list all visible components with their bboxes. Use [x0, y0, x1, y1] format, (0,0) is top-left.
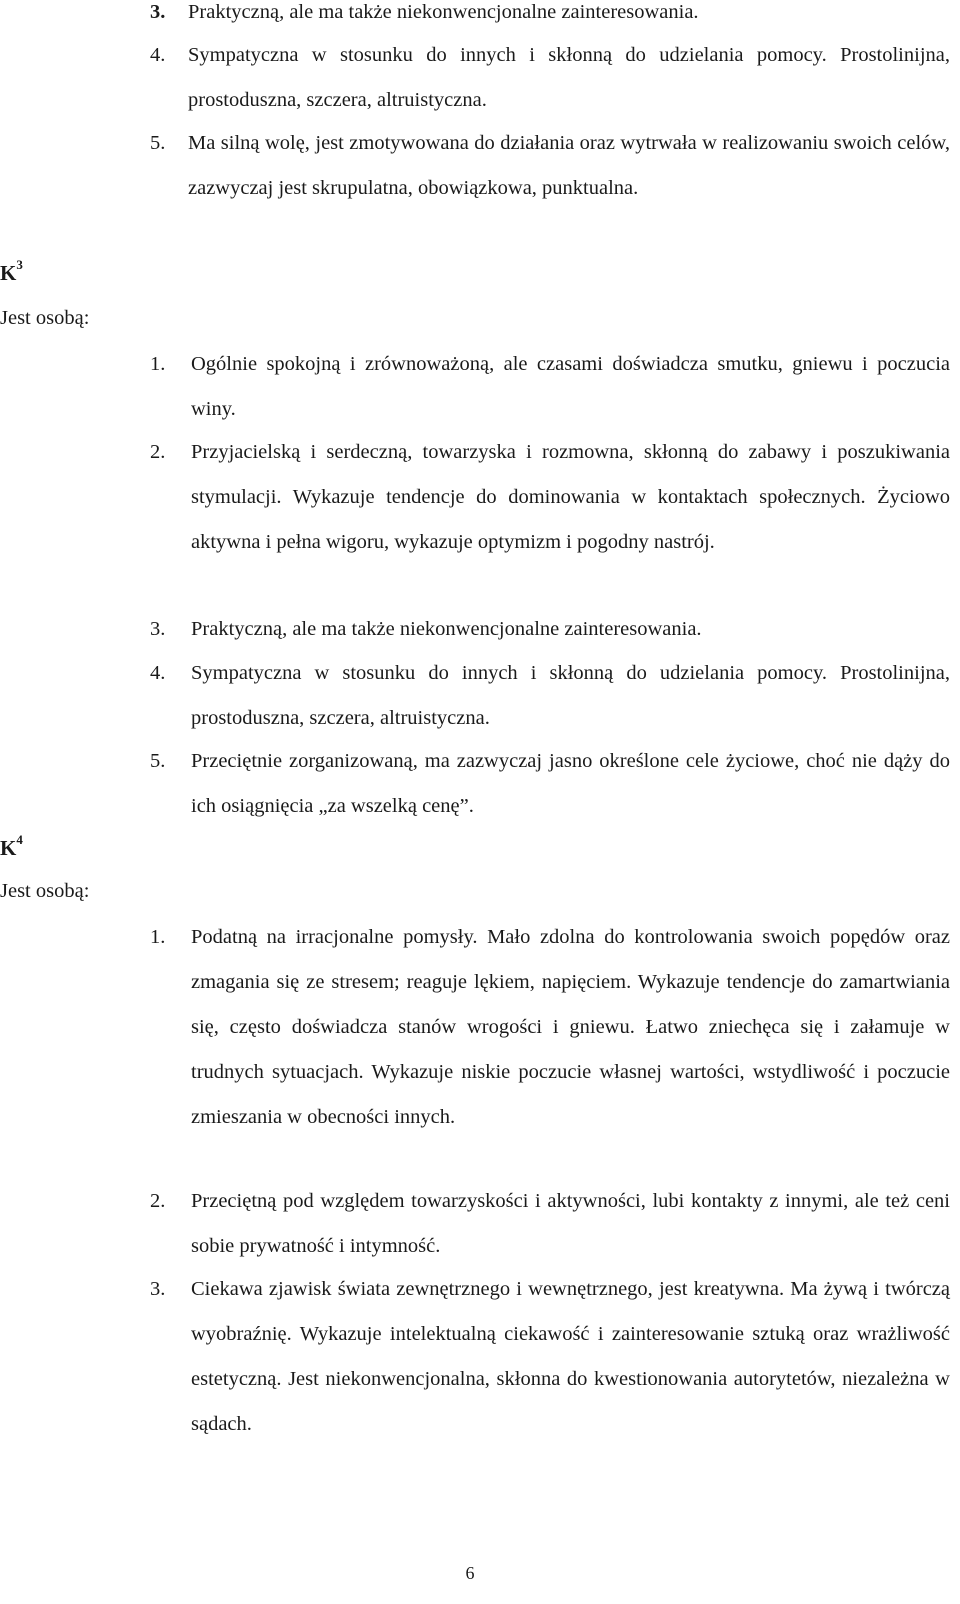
list-item-number: 5.: [150, 750, 166, 772]
list-item: [150, 121, 950, 211]
list-item-text: Praktyczną, ale ma także niekonwencjonalne zainteresowania.: [191, 618, 702, 640]
list-item-number: 3.: [150, 1278, 166, 1300]
section-intro: Jest osobą:: [0, 880, 90, 902]
section-heading-k4: [0, 832, 23, 861]
list-item-text: Sympatyczna w stosunku do innych i skłonną do udzielania pomocy. Prostolinijna, prostoduszna, szczera, altruistyczna.: [191, 662, 950, 729]
list-item: [150, 33, 950, 123]
list-item-number: 4.: [150, 44, 166, 66]
list-item-text: Ma silną wolę, jest zmotywowana do działania oraz wytrwała w realizowaniu swoich celów, zazwyczaj jest skrupulatna, obowiązkowa, punktualna.: [188, 132, 950, 199]
list-item: [150, 1179, 950, 1269]
list-item: [150, 607, 950, 652]
list-item-number: 1.: [150, 353, 166, 375]
list-item: [150, 430, 950, 565]
section-heading-letter: K: [0, 261, 17, 285]
list-item: [150, 1267, 950, 1447]
list-item: [150, 342, 950, 432]
list-item-text: Ogólnie spokojną i zrównoważoną, ale czasami doświadcza smutku, gniewu i poczucia winy.: [191, 353, 950, 420]
section-intro: Jest osobą:: [0, 307, 90, 329]
section-heading-sup: 3: [16, 257, 23, 272]
list-item-number: 1.: [150, 926, 166, 948]
list-item-number: 2.: [150, 1190, 166, 1212]
list-item-text: Przeciętnie zorganizowaną, ma zazwyczaj jasno określone cele życiowe, choć nie dąży do ich osiągnięcia „za wszelką cenę”.: [191, 750, 950, 817]
section-heading-letter: K: [0, 836, 17, 860]
list-item: [150, 0, 950, 35]
section-heading-k3: [0, 257, 23, 286]
page-number: 6: [465, 1563, 475, 1583]
list-item: [150, 915, 950, 1140]
list-item-text: Praktyczną, ale ma także niekonwencjonalne zainteresowania.: [188, 1, 699, 23]
list-item-number: 2.: [150, 441, 166, 463]
list-item-text: Przeciętną pod względem towarzyskości i aktywności, lubi kontakty z innymi, ale też ceni sobie prywatność i intymność.: [191, 1190, 950, 1257]
list-item-text: Podatną na irracjonalne pomysły. Mało zdolna do kontrolowania swoich popędów oraz zmagania się ze stresem; reaguje lękiem, napięciem. Wykazuje tendencje do zamartwiania się, często doświadcza stanów wrogości i gniewu. Łatwo zniechęca się i załamuje w trudnych sytuacjach. Wykazuje niskie poczucie własnej wartości, wstydliwość i poczucie zmieszania w obecności innych.: [191, 926, 950, 1128]
list-item-number: 4.: [150, 662, 166, 684]
list-item-number: 3.: [150, 618, 166, 640]
list-item-number: 3.: [150, 1, 166, 23]
list-item-text: Sympatyczna w stosunku do innych i skłonną do udzielania pomocy. Prostolinijna, prostoduszna, szczera, altruistyczna.: [188, 44, 950, 111]
list-item-text: Ciekawa zjawisk świata zewnętrznego i wewnętrznego, jest kreatywna. Ma żywą i twórczą wyobraźnię. Wykazuje intelektualną ciekawość i zainteresowanie sztuką oraz wrażliwość estetyczną. Jest niekonwencjonalna, skłonna do kwestionowania autorytetów, niezależna w sądach.: [191, 1278, 950, 1435]
list-item-number: 5.: [150, 132, 166, 154]
list-item: [150, 651, 950, 741]
list-item-text: Przyjacielską i serdeczną, towarzyska i rozmowna, skłonną do zabawy i poszukiwania stymulacji. Wykazuje tendencje do dominowania w kontaktach społecznych. Życiowo aktywna i pełna wigoru, wykazuje optymizm i pogodny nastrój.: [191, 441, 950, 553]
section-heading-sup: 4: [16, 832, 23, 847]
list-item: [150, 739, 950, 829]
